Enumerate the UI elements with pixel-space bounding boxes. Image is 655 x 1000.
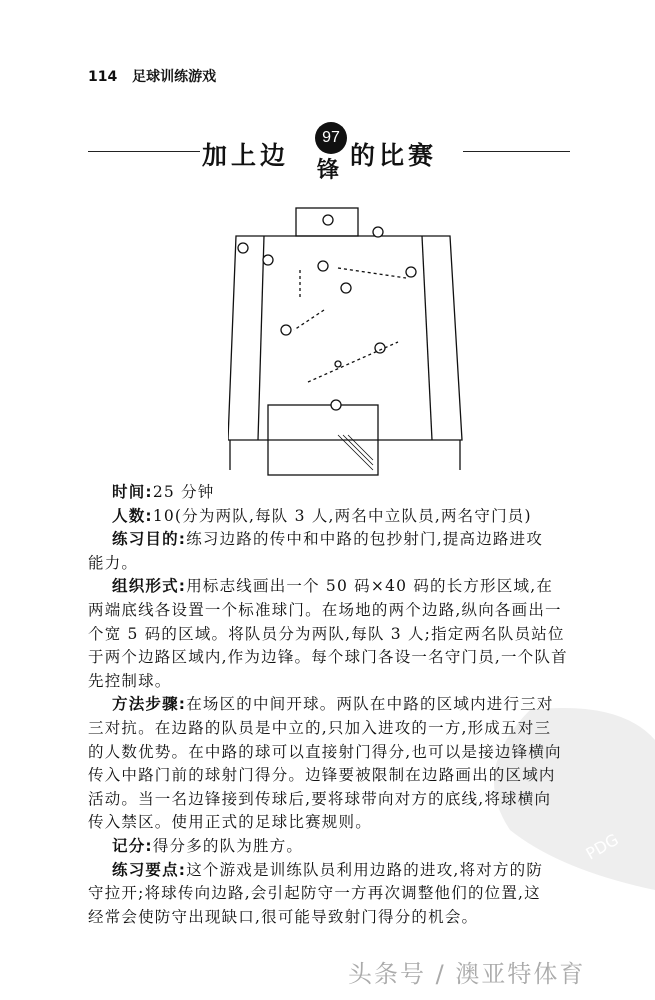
para-procedure xyxy=(88,693,572,717)
game-number-badge: 97 xyxy=(315,122,347,154)
text: 10(分为两队,每队 3 人,两名中立队员,两名守门员) xyxy=(152,506,532,525)
left-wing-line xyxy=(258,236,264,440)
label: 人数: xyxy=(112,506,153,525)
para-time xyxy=(88,481,572,505)
para-organization xyxy=(88,575,572,599)
label: 时间: xyxy=(112,483,153,501)
text-line: 的人数优势。在中路的球可以直接射门得分,也可以是接边锋横向 xyxy=(88,742,562,761)
title-rule-right xyxy=(463,151,570,152)
text-line: 能力。 xyxy=(88,553,139,572)
text-line: 守拉开;将球传向边路,会引起防守一方再次调整他们的位置,这 xyxy=(88,884,541,903)
text: 得分多的队为胜方。 xyxy=(152,836,304,855)
text: 用标志线画出一个 50 码×40 码的长方形区域,在 xyxy=(186,577,554,596)
text-line: 两端底线各设置一个标准球门。在场地的两个边路,纵向各画出一 xyxy=(88,600,562,619)
book-title: 足球训练游戏 xyxy=(132,69,217,85)
source-watermark: 头条号 / 澳亚特体育 xyxy=(348,960,586,988)
para-scoring xyxy=(88,835,572,859)
text-line: 活动。当一名边锋接到传球后,要将球带向对方的底线,将球横向 xyxy=(88,789,552,808)
right-wing-line xyxy=(422,236,432,440)
ball xyxy=(335,361,341,367)
field-diagram xyxy=(228,200,463,478)
text-line: 三对抗。在边路的队员是中立的,只加入进攻的一方,形成五对三 xyxy=(88,718,552,737)
text: 25 分钟 xyxy=(152,483,215,501)
label: 练习要点: xyxy=(112,860,187,879)
game-description xyxy=(88,481,572,929)
title-below: 锋 xyxy=(317,158,340,183)
title-rule-left xyxy=(88,151,200,152)
label: 练习目的: xyxy=(112,530,187,549)
para-key-points xyxy=(88,859,572,883)
title-left: 加上边 xyxy=(202,141,290,170)
text-line: 个宽 5 码的区域。将队员分为两队,每队 3 人;指定两名队员站位 xyxy=(88,624,565,643)
text: 在场区的中间开球。两队在中路的区域内进行三对 xyxy=(186,695,554,714)
para-players xyxy=(88,505,572,529)
text-line: 于两个边路区域内,作为边锋。每个球门各设一名守门员,一个队首 xyxy=(88,648,568,667)
page-number: 114 xyxy=(88,69,118,85)
running-header xyxy=(88,66,226,86)
text-line: 先控制球。 xyxy=(88,671,172,690)
text-line: 传入中路门前的球射门得分。边锋要被限制在边路画出的区域内 xyxy=(88,766,556,785)
text: 练习边路的传中和中路的包抄射门,提高边路进攻 xyxy=(186,530,544,549)
text: 这个游戏是训练队员利用边路的进攻,将对方的防 xyxy=(186,860,544,879)
game-title xyxy=(88,120,570,185)
text-line: 传入禁区。使用正式的足球比赛规则。 xyxy=(88,813,372,832)
label: 组织形式: xyxy=(112,577,187,596)
players xyxy=(238,215,416,410)
text-line: 经常会使防守出现缺口,很可能导致射门得分的机会。 xyxy=(88,907,479,926)
svg-text:PDG: PDG xyxy=(582,829,622,864)
label: 方法步骤: xyxy=(112,695,187,714)
label: 记分: xyxy=(112,836,153,855)
title-right: 的比赛 xyxy=(350,141,438,170)
para-purpose xyxy=(88,528,572,552)
